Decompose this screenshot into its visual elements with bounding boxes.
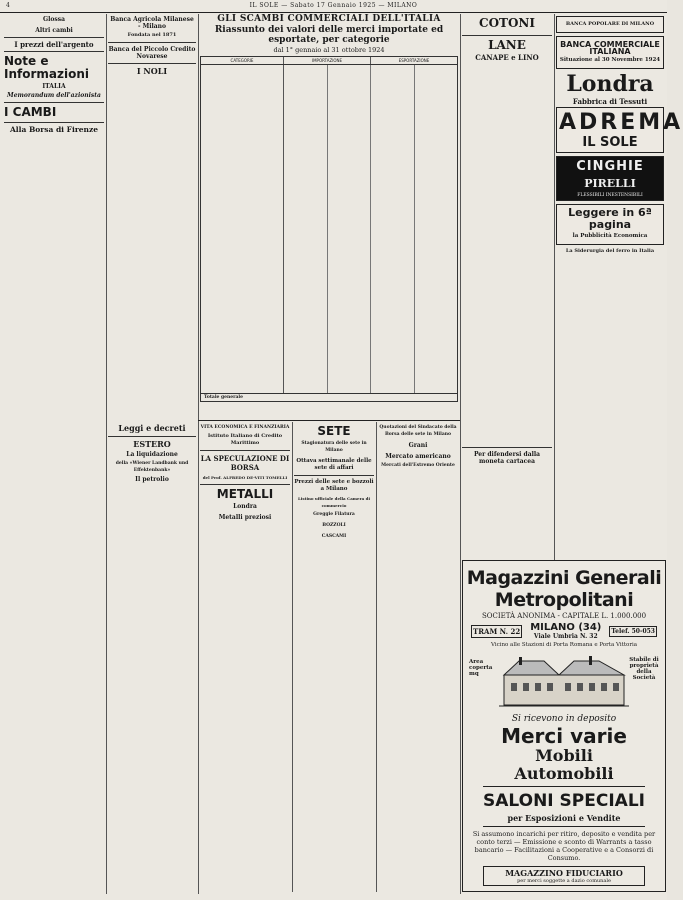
column-rule <box>460 14 461 894</box>
trade-import-col1 <box>284 65 328 393</box>
ad-dazio: per merci soggette a dazio comunale <box>517 878 611 884</box>
ad-societa: SOCIETÀ ANONIMA - CAPITALE L. 1.000.000 <box>481 612 647 620</box>
column-2-lower <box>108 422 196 892</box>
masthead: IL SOLE — Sabato 17 Gennaio 1925 — MILANO <box>249 2 418 9</box>
warehouse-illustration <box>499 653 629 709</box>
quotazioni-heading: Quotazioni del Sindacato della Borsa delle sete in Milano <box>379 425 457 437</box>
trade-table <box>200 56 458 402</box>
column-4 <box>462 14 552 444</box>
mercato-americano-heading: Mercato americano <box>385 453 451 460</box>
column-rule <box>106 14 107 894</box>
istituto-heading: Istituto Italiano di Credito Marittimo <box>207 433 283 446</box>
ad-ricevono: Si ricevono in deposito <box>511 714 617 724</box>
metalli-heading: METALLI <box>216 487 274 501</box>
trade-export-col1 <box>371 65 415 393</box>
ad-telef: Telef. 50-053 <box>611 627 655 635</box>
trade-categories <box>201 65 284 393</box>
noli-heading: I NOLI <box>136 66 168 76</box>
ad-area: Area coperta mq <box>469 659 493 677</box>
banca-commerciale-box <box>556 36 664 69</box>
adrema-box <box>556 107 683 153</box>
banca-popolare-heading: BANCA POPOLARE DI MILANO <box>565 21 655 27</box>
ad-title: Magazzini Generali Metropolitani <box>466 567 662 611</box>
il-sole-line: IL SOLE <box>582 135 638 150</box>
cinghie-text: CINGHIE <box>557 157 663 176</box>
ad-merci: Merci varie <box>501 724 627 748</box>
speculazione-author: del Prof. ALFREDO DE-VITI TOMELLI <box>202 475 288 480</box>
lane-heading: LANE <box>488 38 526 52</box>
column-2 <box>108 14 196 434</box>
ad-incarichi: Si assumono incarichi per ritiro, deposito e vendita per conto terzi — Emissione e sconto di Warrants a tasso bancario — Facilitazioni a Cooperative e a Consorzi di Consumo. <box>472 830 656 862</box>
ad-viale: Viale Umbria N. 32 <box>533 633 598 640</box>
fondata-line: Fondata nel 1871 <box>127 32 177 38</box>
column-rule <box>292 422 293 892</box>
ad-tram: TRAM N. 22 <box>472 626 521 636</box>
cereali-heading: Grani <box>408 442 428 449</box>
trade-subtitle: Riassunto dei valori delle merci importate ed esportate, per categorie <box>214 25 444 45</box>
trade-table-section <box>200 14 458 434</box>
note-title: Note e Informazioni <box>4 54 89 81</box>
column-5-lower <box>378 422 458 892</box>
memorandum-heading: Memorandum dell'azionista <box>7 92 101 99</box>
piccolo-credito-heading: Banca del Piccolo Credito Novarese <box>108 46 196 60</box>
glossa-heading: Glossa <box>42 16 66 23</box>
banca-agricola-heading: Banca Agricola Milanese - Milano <box>110 16 194 30</box>
col-header-import: IMPORTAZIONE <box>284 57 371 64</box>
situazione-line: Situazione al 30 Novembre 1924 <box>559 57 661 63</box>
estremo-oriente-heading: Mercati dell'Estremo Oriente <box>381 463 455 468</box>
adrema-logo: ADREMA <box>559 110 683 135</box>
pubblicita-line: la Pubblicità Economica <box>572 233 648 239</box>
ottava-heading: Ottava settimanale delle sete di affari <box>296 458 372 471</box>
ad-mobili: Mobili <box>535 746 593 765</box>
ad-fiduciario: MAGAZZINO FIDUCIARIO <box>505 868 623 878</box>
cascami-heading: CASCAMI <box>321 534 347 539</box>
banca-popolare-box <box>556 16 664 33</box>
gregge-heading: Greggie Filatura <box>313 512 355 517</box>
canape-heading: CANAPE e LINO <box>475 53 539 62</box>
speculazione-heading: LA SPECULAZIONE DI BORSA <box>200 454 290 472</box>
listino-line: Listino ufficiale della Camera di commercio <box>298 496 370 508</box>
pirelli-text: PIRELLI <box>557 176 663 193</box>
bozzoli-heading: BOZZOLI <box>322 523 346 528</box>
ad-milano: MILANO (34) <box>530 622 602 633</box>
stagionatura-heading: Stagionatura delle sete in Milano <box>301 441 367 453</box>
column-3-lower <box>200 422 290 892</box>
ad-saloni: SALONI SPECIALI <box>483 791 645 811</box>
londra-heading: Londra <box>566 71 654 97</box>
difendersi-heading: Per difendersi dalla moneta cartacea <box>473 451 541 465</box>
column-1 <box>4 14 104 894</box>
ad-illustration-row <box>469 651 659 711</box>
liquidazione-heading: La liquidazione <box>126 451 178 458</box>
difendersi-box <box>462 444 552 554</box>
ad-esposizioni: per Esposizioni e Vendite <box>507 813 621 823</box>
trade-import-col2 <box>328 65 372 393</box>
page-number: 4 <box>6 2 10 9</box>
column-rule <box>198 14 199 894</box>
trade-title: GLI SCAMBI COMMERCIALI DELL'ITALIA <box>217 14 441 24</box>
column-5 <box>556 14 683 574</box>
prezzi-argento-heading: I prezzi dell'argento <box>14 40 94 49</box>
cotoni-heading: COTONI <box>479 16 535 30</box>
trade-date: dal 1° gennaio al 31 ottobre 1924 <box>273 46 385 54</box>
note-sub: ITALIA <box>42 83 66 90</box>
banca-commerciale-heading: BANCA COMMERCIALE ITALIANA <box>560 40 660 56</box>
sete-prezzi-heading: Prezzi delle sete e bozzoli a Milano <box>294 479 374 492</box>
pirelli-box <box>556 156 664 201</box>
column-4-lower <box>294 422 374 892</box>
petrolio-heading: Il petrolio <box>135 476 169 483</box>
leggi-heading: Leggi e decreti <box>118 423 186 433</box>
magazzini-ad <box>462 560 666 892</box>
ad-automobili: Automobili <box>514 764 614 783</box>
trade-export-col2 <box>415 65 458 393</box>
ad-stabile: Stabile di proprietà della Società <box>629 657 659 681</box>
metalli-londra: Londra <box>233 503 257 510</box>
ad-fiduciario-box <box>483 866 645 886</box>
sete-heading: SETE <box>317 424 351 438</box>
metalli-preziosi-heading: Metalli preziosi <box>218 514 272 521</box>
trade-total: Totale generale <box>201 393 457 401</box>
borsa-firenze-heading: Alla Borsa di Firenze <box>9 125 99 134</box>
flessibili-text: FLESSIBILI INESTENSIBILI <box>577 193 643 198</box>
column-rule <box>376 422 377 892</box>
vita-economica-heading: VITA ECONOMICA E FINANZIARIA <box>200 425 290 430</box>
col-header-categorie: CATEGORIE <box>201 57 284 64</box>
column-rule <box>554 14 555 560</box>
col-header-export: ESPORTAZIONE <box>398 58 430 63</box>
cambi-heading: I CAMBI <box>4 105 57 119</box>
leggere-box <box>556 204 664 245</box>
siderurgia-heading: La Siderurgia del ferro in Italia <box>565 248 655 254</box>
liquidazione-sub: della «Wiener Landbank und Effektenbank» <box>115 461 189 473</box>
fabbrica-heading: Fabbrica di Tessuti <box>572 97 648 106</box>
ad-address-row <box>467 622 661 640</box>
masthead-bar <box>0 0 667 13</box>
altri-cambi-heading: Altri cambi <box>35 27 73 34</box>
leggere-heading: Leggere in 6ª pagina <box>568 206 652 231</box>
estero-heading: ESTERO <box>133 439 171 449</box>
ad-vicino: Vicino alle Stazioni di Porta Romana e Porta Vittoria <box>490 642 638 648</box>
